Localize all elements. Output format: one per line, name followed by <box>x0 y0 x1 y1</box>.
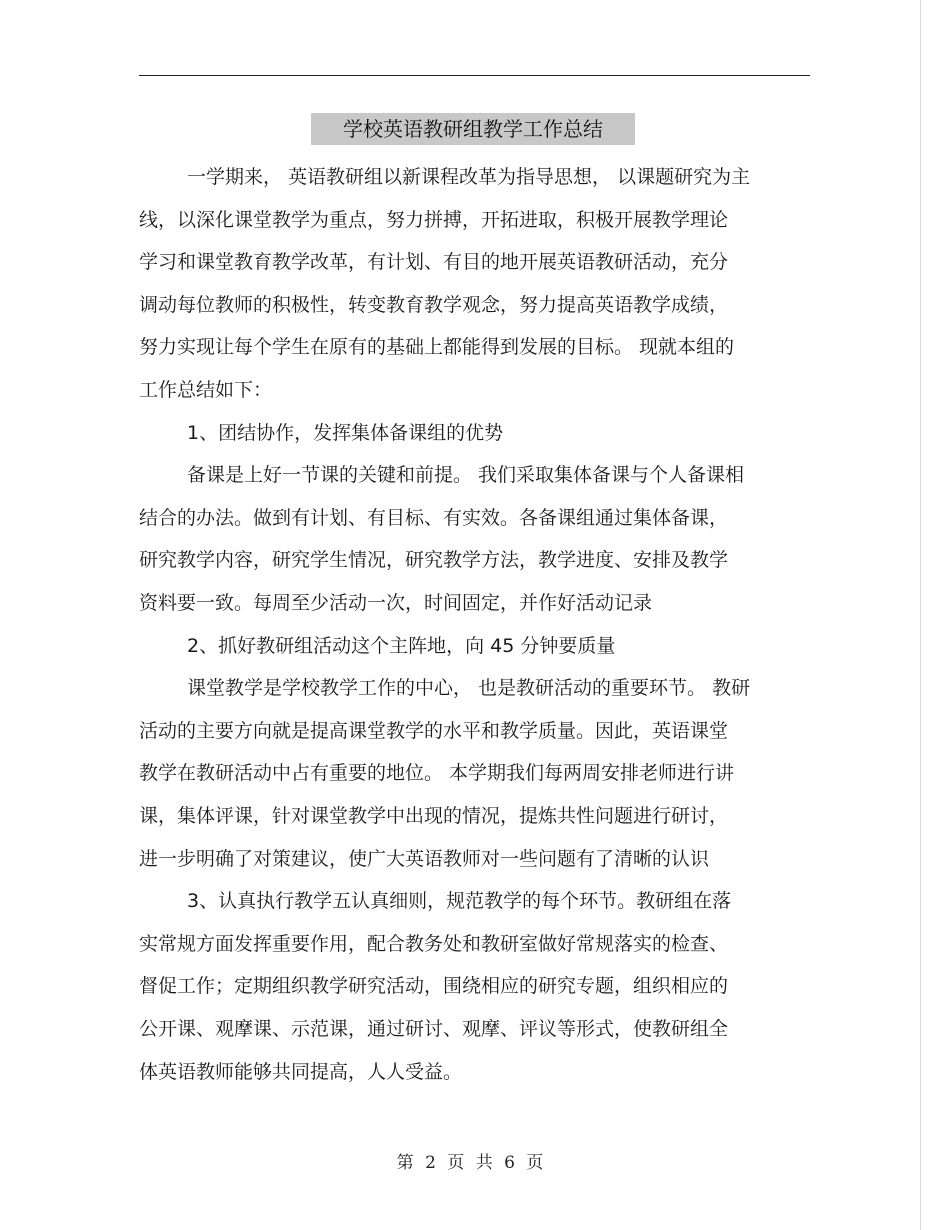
text-line: 线，以深化课堂教学为重点，努力拼搏，开拓进取，积极开展教学理论 <box>139 209 729 231</box>
text-line: 资料要一致。每周至少活动一次，时间固定，并作好活动记录 <box>139 592 653 614</box>
text-line: 努力实现让每个学生在原有的基础上都能得到发展的目标。 现就本组的 <box>139 336 735 358</box>
document-title: 学校英语教研组教学工作总结 <box>311 113 635 145</box>
text-line: 教学在教研活动中占有重要的地位。 本学期我们每两周安排老师进行讲 <box>139 762 735 784</box>
text-line: 实常规方面发挥重要作用，配合教务处和教研室做好常规落实的检查、 <box>139 933 729 955</box>
text-line: 1、团结协作，发挥集体备课组的优势 <box>187 422 504 444</box>
text-line: 一学期来， 英语教研组以新课程改革为指导思想， 以课题研究为主 <box>187 166 751 188</box>
text-line: 课堂教学是学校教学工作的中心， 也是教研活动的重要环节。 教研 <box>187 677 751 699</box>
text-line: 公开课、观摩课、示范课，通过研讨、观摩、评议等形式，使教研组全 <box>139 1018 729 1040</box>
text-line: 研究教学内容，研究学生情况，研究教学方法，教学进度、安排及教学 <box>139 549 729 571</box>
text-line: 体英语教师能够共同提高，人人受益。 <box>139 1061 463 1083</box>
header-rule <box>139 75 810 76</box>
page-edge <box>920 0 921 1230</box>
page-number: 第 2 页 共 6 页 <box>396 1153 544 1173</box>
text-line: 进一步明确了对策建议，使广大英语教师对一些问题有了清晰的认识 <box>139 848 710 870</box>
text-line: 督促工作；定期组织教学研究活动，围绕相应的研究专题，组织相应的 <box>139 975 729 997</box>
text-line: 活动的主要方向就是提高课堂教学的水平和教学质量。因此，英语课堂 <box>139 720 729 742</box>
text-line: 备课是上好一节课的关键和前提。 我们采取集体备课与个人备课相 <box>187 464 745 486</box>
text-line: 调动每位教师的积极性，转变教育教学观念，努力提高英语教学成绩， <box>139 294 729 316</box>
text-line: 课，集体评课，针对课堂教学中出现的情况，提炼共性问题进行研讨， <box>139 805 729 827</box>
text-line: 结合的办法。做到有计划、有目标、有实效。各备课组通过集体备课， <box>139 507 729 529</box>
text-line: 2、抓好教研组活动这个主阵地，向 45 分钟要质量 <box>187 635 616 657</box>
text-line: 工作总结如下： <box>139 379 273 401</box>
text-line: 3、认真执行教学五认真细则，规范教学的每个环节。教研组在落 <box>187 890 732 912</box>
text-line: 学习和课堂教育教学改革，有计划、有目的地开展英语教研活动，充分 <box>139 251 729 273</box>
